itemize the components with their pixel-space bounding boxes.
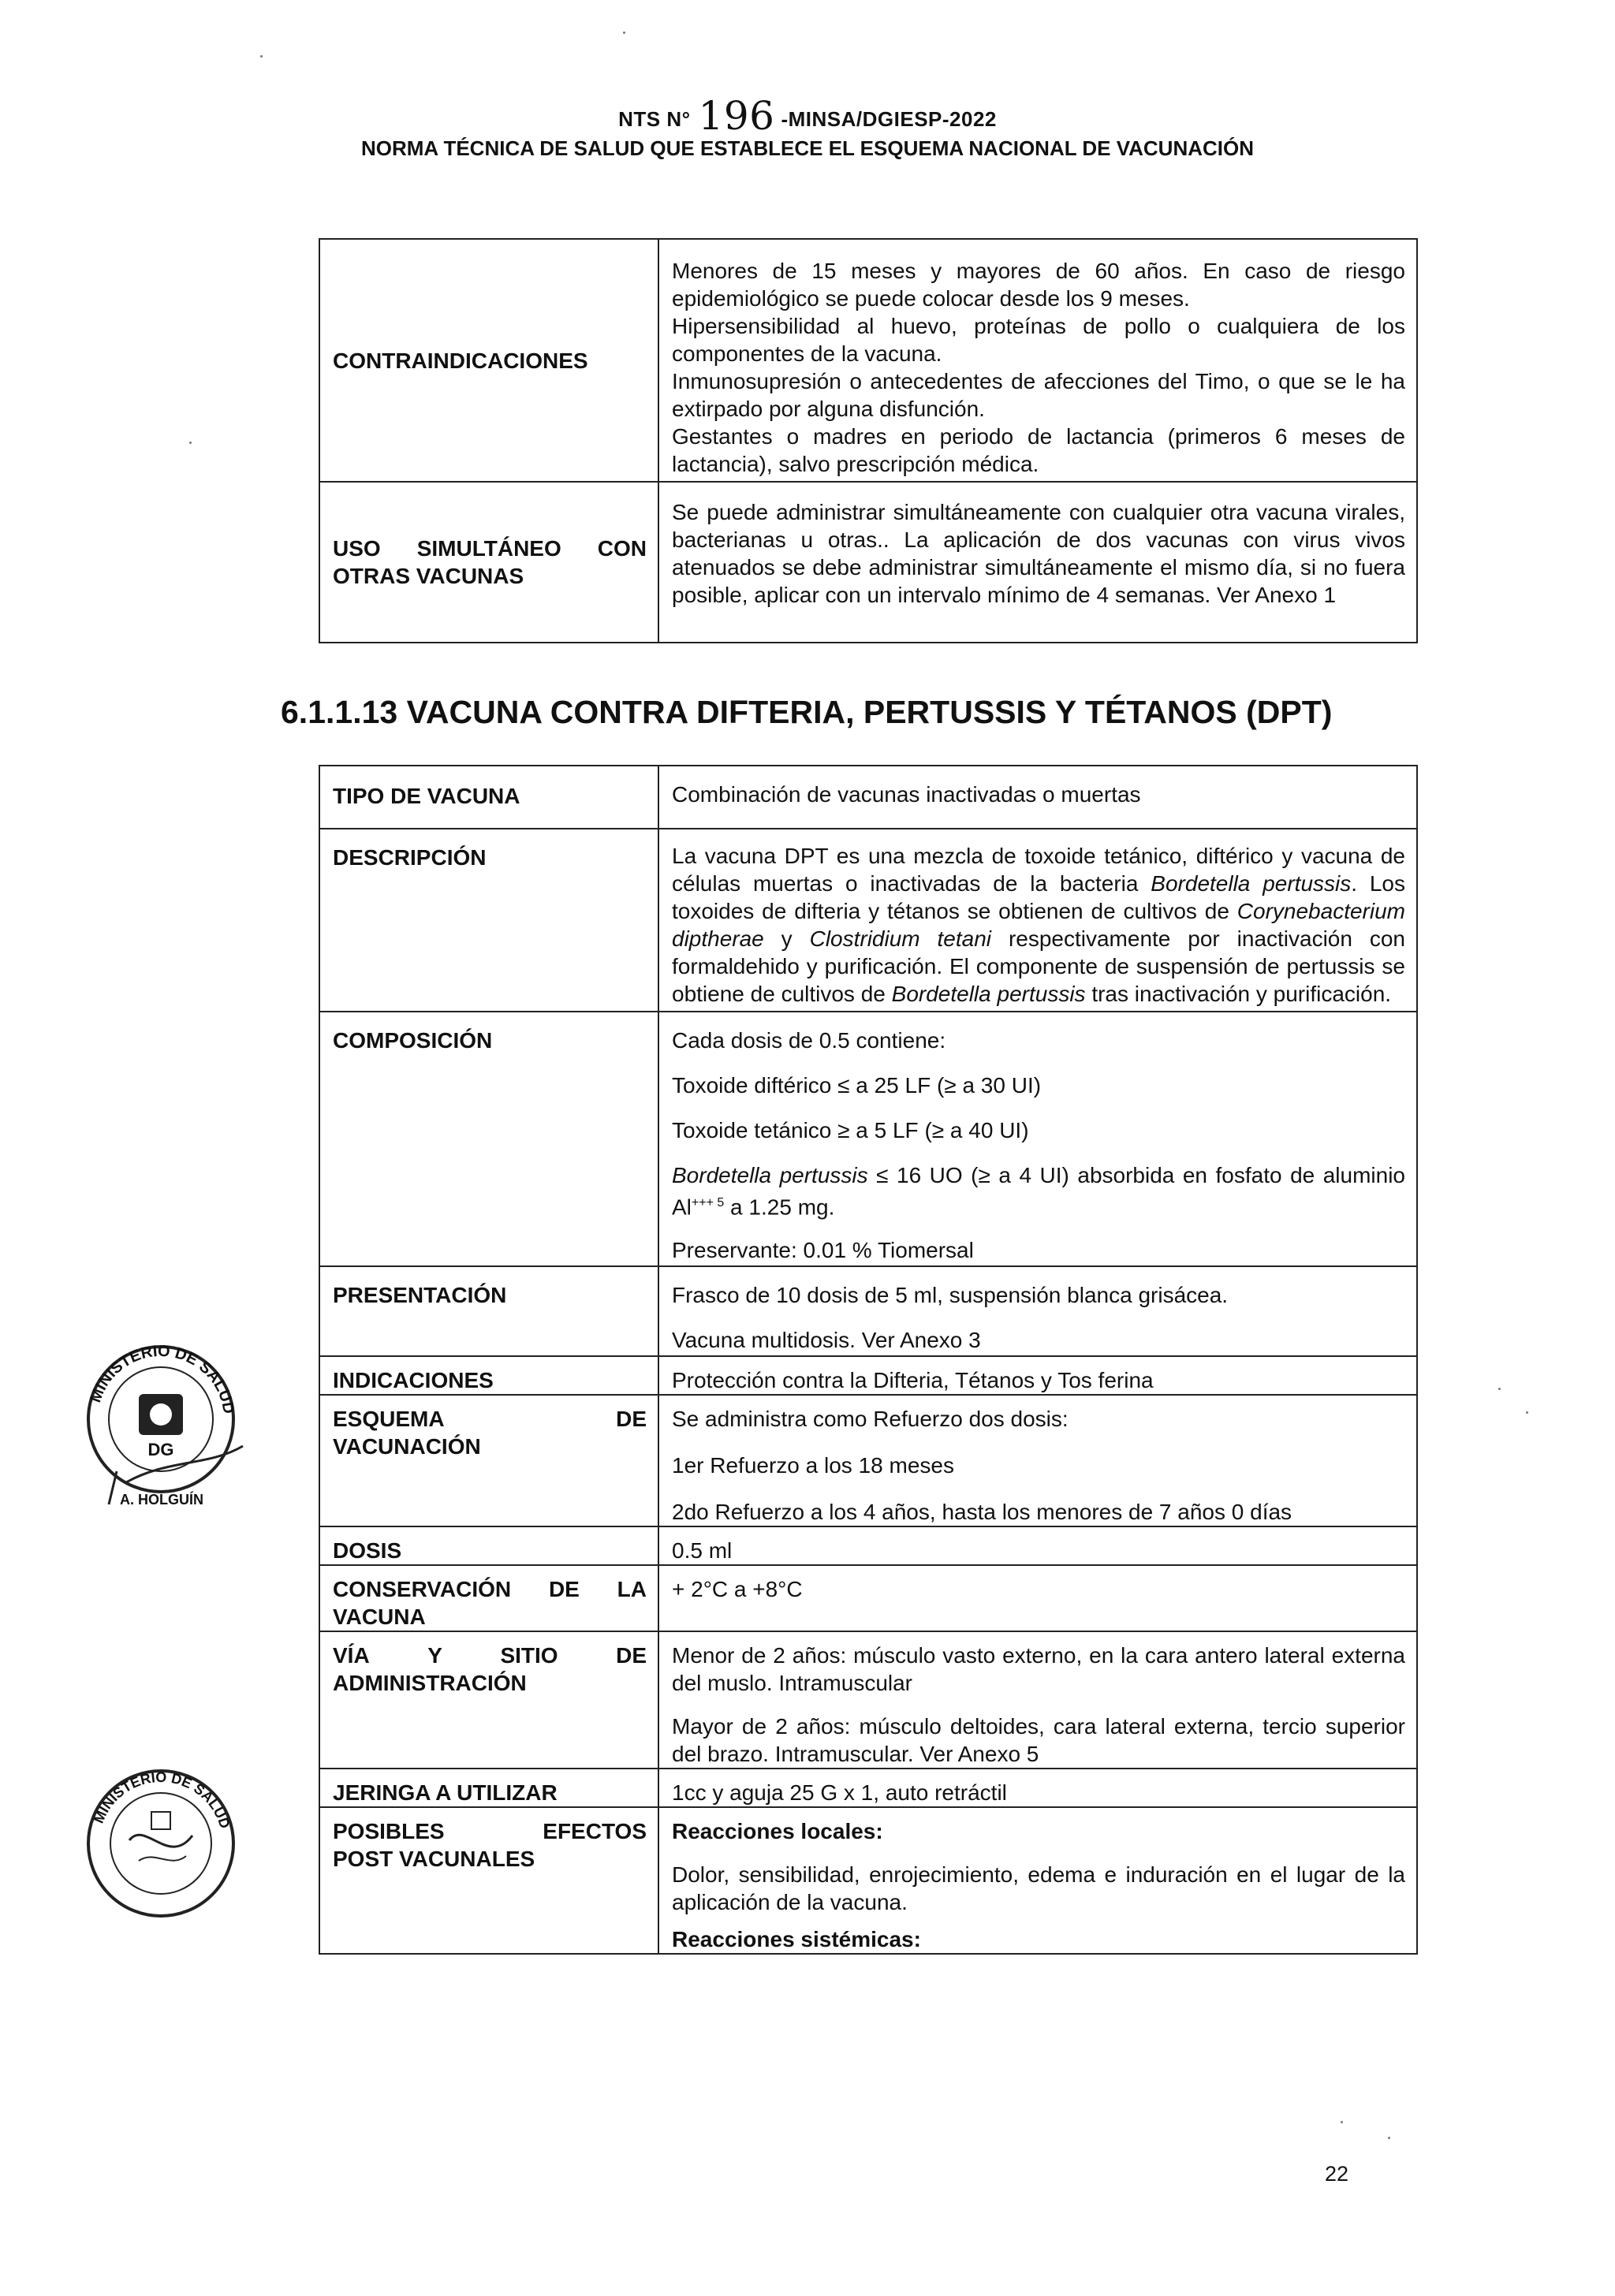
text-line: Gestantes o madres en periodo de lactancia (primeros 6 meses de lactancia), salvo prescripción médica. bbox=[672, 424, 1405, 476]
text-span: a 1.25 mg. bbox=[724, 1195, 835, 1220]
composition-line bbox=[659, 1149, 1416, 1225]
section-title: 6.1.1.13 VACUNA CONTRA DIFTERIA, PERTUSSIS Y TÉTANOS (DPT) bbox=[281, 694, 1333, 730]
nts-prefix: NTS N° bbox=[618, 107, 691, 131]
nts-number-handwritten: 196 bbox=[698, 93, 775, 139]
row-value bbox=[658, 1631, 1417, 1769]
row-label bbox=[319, 1631, 658, 1769]
scan-speck bbox=[1341, 2121, 1343, 2123]
contraindications-label: CONTRAINDICACIONES bbox=[333, 348, 588, 373]
label-word: LA bbox=[617, 1577, 647, 1602]
label-line bbox=[333, 1405, 658, 1433]
label-line: POST VACUNALES bbox=[333, 1847, 535, 1872]
superscript: +++ 5 bbox=[691, 1196, 725, 1210]
round-stamp-graphic bbox=[82, 1765, 240, 1922]
row-value bbox=[658, 1395, 1417, 1526]
label-word: EFECTOS bbox=[543, 1819, 647, 1844]
table-row bbox=[319, 1012, 1417, 1266]
label-word: Y bbox=[427, 1643, 442, 1668]
svg-text:A. HOLGUÍN: A. HOLGUÍN bbox=[120, 1492, 203, 1508]
schedule-line: 1er Refuerzo a los 18 meses bbox=[672, 1453, 954, 1478]
schedule-line: 2do Refuerzo a los 4 años, hasta los menores de 7 años 0 días bbox=[672, 1500, 1292, 1525]
row-label bbox=[319, 1807, 658, 1954]
row-label bbox=[319, 1565, 658, 1631]
text-line: Inmunosupresión o antecedentes de afecciones del Timo, o que se le ha extirpado por alguna disfunción. bbox=[672, 369, 1405, 421]
scan-speck bbox=[1526, 1411, 1528, 1414]
scan-speck bbox=[1388, 2137, 1390, 2139]
row-value bbox=[658, 1356, 1417, 1395]
syringe-value: 1cc y aguja 25 G x 1, auto retráctil bbox=[672, 1780, 1007, 1806]
table-row bbox=[319, 1807, 1417, 1954]
text-span: tras inactivación y purificación. bbox=[1085, 982, 1392, 1006]
table-row bbox=[319, 1266, 1417, 1356]
row-value bbox=[658, 1807, 1417, 1954]
row-value bbox=[658, 1769, 1417, 1807]
label-word: ESQUEMA bbox=[333, 1407, 445, 1432]
row-value bbox=[658, 766, 1417, 829]
label-word: POSIBLES bbox=[333, 1819, 445, 1844]
row-label bbox=[319, 482, 658, 643]
row-label bbox=[319, 1395, 658, 1526]
row-label: PRESENTACIÓN bbox=[319, 1266, 658, 1356]
table-row bbox=[319, 766, 1417, 829]
row-label: DOSIS bbox=[319, 1526, 658, 1565]
row-label: DESCRIPCIÓN bbox=[319, 829, 658, 1012]
vaccine-type-value: Combinación de vacunas inactivadas o muertas bbox=[672, 782, 1141, 807]
table-row bbox=[319, 1769, 1417, 1807]
label-word: DE bbox=[548, 1577, 580, 1602]
label-line bbox=[333, 1642, 658, 1669]
label-word: SITIO bbox=[500, 1643, 558, 1668]
label-line: VACUNA bbox=[333, 1605, 426, 1630]
text-span: y bbox=[763, 926, 810, 951]
local-reactions-text: Dolor, sensibilidad, enrojecimiento, edema e induración en el lugar de la aplicación de la vacuna. bbox=[672, 1862, 1405, 1915]
row-value bbox=[658, 1526, 1417, 1565]
row-value bbox=[658, 239, 1417, 482]
label-word: VÍA bbox=[333, 1643, 370, 1668]
ministry-seal-stamp bbox=[74, 1332, 248, 1514]
row-label: INDICACIONES bbox=[319, 1356, 658, 1395]
presentation-line: Vacuna multidosis. Ver Anexo 3 bbox=[672, 1328, 981, 1353]
italic-span: Clostridium tetani bbox=[809, 926, 992, 951]
text-span: ≤ 16 UO (≥ a 4 UI) absorbida en fosfato de aluminio Al bbox=[672, 1163, 1406, 1220]
label-word: DE bbox=[616, 1407, 647, 1432]
composition-line: Preservante: 0.01 % Tiomersal bbox=[672, 1238, 974, 1263]
page-number: 22 bbox=[1325, 2162, 1349, 2186]
dose-value: 0.5 ml bbox=[672, 1538, 733, 1564]
row-value bbox=[658, 482, 1417, 643]
table-row bbox=[319, 1631, 1417, 1769]
schedule-line: Se administra como Refuerzo dos dosis: bbox=[672, 1407, 1069, 1432]
label-line: VACUNACIÓN bbox=[333, 1434, 481, 1459]
label-line: ADMINISTRACIÓN bbox=[333, 1671, 527, 1696]
text-line: Hipersensibilidad al huevo, proteínas de pollo o cualquiera de los componentes de la vacuna. bbox=[672, 314, 1405, 366]
ministry-round-stamp bbox=[82, 1765, 240, 1922]
document-title: NORMA TÉCNICA DE SALUD QUE ESTABLECE EL ESQUEMA NACIONAL DE VACUNACIÓN bbox=[360, 136, 1254, 160]
row-label: JERINGA A UTILIZAR bbox=[319, 1769, 658, 1807]
row-value bbox=[658, 1565, 1417, 1631]
italic-span: Corynebacterium diptherae bbox=[672, 899, 1405, 951]
document-code bbox=[0, 93, 1615, 139]
text-span: . Los toxoides de difteria y tétanos se obtienen de cultivos de bbox=[672, 871, 1405, 923]
row-value bbox=[658, 829, 1417, 1012]
simultaneous-use-label: USO SIMULTÁNEO CON OTRAS VACUNAS bbox=[333, 536, 647, 588]
presentation-line: Frasco de 10 dosis de 5 ml, suspensión blanca grisácea. bbox=[672, 1283, 1229, 1308]
label-word: DE bbox=[616, 1643, 647, 1668]
svg-text:DG: DG bbox=[147, 1440, 174, 1459]
table-row bbox=[319, 1356, 1417, 1395]
storage-value: + 2°C a +8°C bbox=[672, 1577, 803, 1602]
table-row bbox=[319, 239, 1417, 482]
seal-graphic bbox=[74, 1332, 248, 1514]
table-row bbox=[319, 1395, 1417, 1526]
label-line bbox=[333, 1575, 658, 1603]
italic-span: Bordetella pertussis bbox=[1151, 871, 1352, 896]
description-text bbox=[659, 829, 1416, 1011]
contraindications-table bbox=[319, 238, 1418, 643]
route-line: Menor de 2 años: músculo vasto externo, en la cara antero lateral externa del muslo. Intramuscular bbox=[672, 1643, 1405, 1696]
table-row bbox=[319, 482, 1417, 643]
systemic-reactions-heading: Reacciones sistémicas: bbox=[672, 1927, 921, 1952]
svg-text:MINISTERIO DE SALUD: MINISTERIO DE SALUD bbox=[87, 1342, 237, 1415]
label-word: CONSERVACIÓN bbox=[333, 1577, 512, 1602]
indications-value: Protección contra la Difteria, Tétanos y Tos ferina bbox=[672, 1368, 1154, 1393]
italic-span: Bordetella pertussis bbox=[891, 982, 1086, 1006]
text-span: respectivamente por inactivación con formaldehido y purificación. El componente de suspensión de pertussis se obtiene de cultivos de bbox=[672, 926, 1406, 1006]
table-row bbox=[319, 1526, 1417, 1565]
nts-suffix: -MINSA/DGIESP-2022 bbox=[781, 107, 997, 131]
scan-speck bbox=[189, 442, 192, 444]
svg-text:MINISTERIO DE SALUD: MINISTERIO DE SALUD bbox=[90, 1769, 233, 1831]
scan-speck bbox=[623, 32, 625, 34]
composition-line: Toxoide diftérico ≤ a 25 LF (≥ a 30 UI) bbox=[672, 1073, 1042, 1098]
scan-speck bbox=[1498, 1388, 1501, 1390]
row-value bbox=[658, 1266, 1417, 1356]
contraindications-text bbox=[659, 240, 1416, 481]
simultaneous-use-text: Se puede administrar simultáneamente con cualquier otra vacuna virales, bacterianas u otras.. La aplicación de dos vacunas con virus vivos atenuados se debe administrar simultáneamente el mismo día, si no fuera posible, aplicar con un intervalo mínimo de 4 semanas. Ver Anexo 1 bbox=[672, 500, 1405, 607]
label-line bbox=[333, 1817, 658, 1845]
dpt-vaccine-table bbox=[319, 765, 1418, 1955]
table-row bbox=[319, 1565, 1417, 1631]
italic-span: Bordetella pertussis bbox=[672, 1163, 868, 1187]
row-value bbox=[658, 1012, 1417, 1266]
route-line: Mayor de 2 años: músculo deltoides, cara lateral externa, tercio superior del brazo. Intramuscular. Ver Anexo 5 bbox=[672, 1714, 1405, 1767]
local-reactions-heading: Reacciones locales: bbox=[672, 1819, 883, 1844]
composition-line: Toxoide tetánico ≥ a 5 LF (≥ a 40 UI) bbox=[672, 1118, 1029, 1142]
text-line: Menores de 15 meses y mayores de 60 años. En caso de riesgo epidemiológico se puede colocar desde los 9 meses. bbox=[672, 259, 1405, 311]
table-row bbox=[319, 829, 1417, 1012]
scan-speck bbox=[260, 55, 263, 58]
row-label: COMPOSICIÓN bbox=[319, 1012, 658, 1266]
row-label: TIPO DE VACUNA bbox=[319, 766, 658, 829]
composition-line: Cada dosis de 0.5 contiene: bbox=[672, 1028, 946, 1053]
row-label bbox=[319, 239, 658, 482]
text-span: La vacuna DPT es una mezcla de toxoide tetánico, diftérico y vacuna de células muertas o inactivadas de la bacteria bbox=[672, 844, 1405, 896]
